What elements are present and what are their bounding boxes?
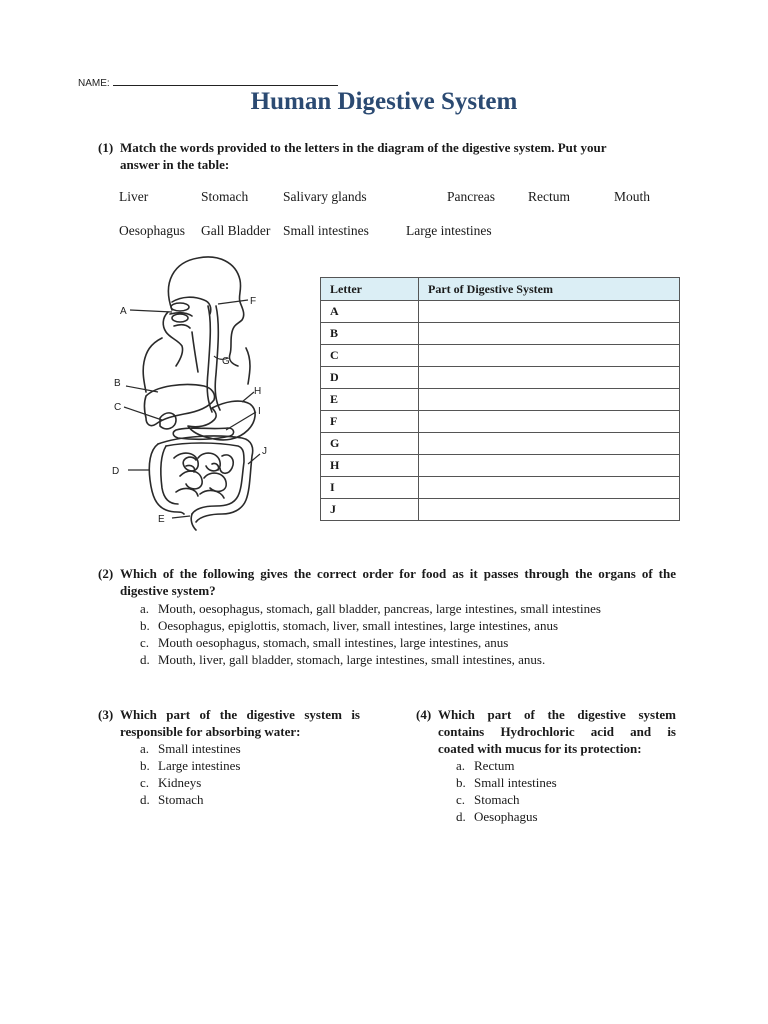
word-pancreas: Pancreas: [447, 189, 495, 204]
option-c[interactable]: c. Stomach: [456, 792, 520, 807]
question-text: contains Hydrochloric acid and is: [438, 724, 676, 739]
word-liver: Liver: [119, 189, 149, 204]
table-row: [321, 389, 680, 411]
answer-cell[interactable]: [419, 455, 680, 477]
diagram-label-h: H: [254, 386, 262, 397]
option-list: [98, 600, 676, 668]
word-stomach: Stomach: [201, 189, 249, 204]
question-number: (2): [98, 566, 114, 581]
diagram-label-f: F: [250, 296, 257, 307]
diagram-label-g: G: [222, 356, 230, 367]
word-rectum: Rectum: [528, 189, 570, 204]
question-text: answer in the table:: [120, 157, 230, 172]
option-list: [98, 740, 360, 808]
row-letter: F: [321, 411, 419, 433]
diagram-label-d: D: [112, 466, 120, 477]
row-letter: J: [321, 499, 419, 521]
answer-cell[interactable]: [419, 499, 680, 521]
table-row: [321, 345, 680, 367]
question-3: [98, 706, 360, 808]
question-text: coated with mucus for its protection:: [438, 741, 642, 756]
word-small-intestines: Small intestines: [283, 223, 369, 238]
option-d[interactable]: d. Oesophagus: [456, 809, 538, 824]
answer-cell[interactable]: [419, 345, 680, 367]
question-text: Which part of the digestive system: [438, 707, 676, 722]
question-number: (1): [98, 140, 114, 155]
name-line[interactable]: [113, 76, 338, 86]
option-d[interactable]: d. Stomach: [140, 792, 204, 807]
option-a[interactable]: a. Small intestines: [140, 741, 241, 756]
answer-cell[interactable]: [419, 411, 680, 433]
digestive-system-diagram: [100, 252, 305, 532]
table-row: [321, 433, 680, 455]
diagram-label-c: C: [114, 402, 122, 413]
answer-cell[interactable]: [419, 389, 680, 411]
question-1: [98, 139, 676, 173]
page-title: Human Digestive System: [250, 88, 518, 115]
option-c[interactable]: c. Mouth oesophagus, stomach, small intestines, large intestines, anus: [140, 635, 509, 650]
table-row: [321, 455, 680, 477]
question-4: [416, 706, 676, 825]
table-row: [321, 499, 680, 521]
word-salivary-glands: Salivary glands: [283, 189, 367, 204]
question-text: Which of the following gives the correct order for food as it passes through the organs of the: [120, 566, 676, 581]
diagram-label-j: J: [262, 446, 267, 457]
row-letter: G: [321, 433, 419, 455]
question-text: Which part of the digestive system is: [120, 707, 360, 722]
table-row: [321, 323, 680, 345]
answer-cell[interactable]: [419, 433, 680, 455]
table-row: [321, 367, 680, 389]
row-letter: I: [321, 477, 419, 499]
option-b[interactable]: b. Large intestines: [140, 758, 241, 773]
row-letter: E: [321, 389, 419, 411]
word-gall-bladder: Gall Bladder: [201, 223, 271, 238]
row-letter: B: [321, 323, 419, 345]
diagram-label-i: I: [258, 406, 261, 417]
question-text: responsible for absorbing water:: [120, 724, 301, 739]
option-c[interactable]: c. Kidneys: [140, 775, 202, 790]
question-number: (4): [416, 707, 432, 722]
option-a[interactable]: a. Rectum: [456, 758, 515, 773]
answer-cell[interactable]: [419, 323, 680, 345]
diagram-label-b: B: [114, 378, 121, 389]
diagram-label-a: A: [120, 306, 127, 317]
table-row: [321, 477, 680, 499]
table-header-row: [321, 278, 680, 301]
option-d[interactable]: d. Mouth, liver, gall bladder, stomach, large intestines, small intestines, anus.: [140, 652, 546, 667]
name-label: NAME:: [78, 78, 110, 89]
question-number: (3): [98, 707, 114, 722]
question-text: Match the words provided to the letters in the diagram of the digestive system. Put your: [120, 140, 607, 155]
row-letter: C: [321, 345, 419, 367]
question-text: digestive system?: [120, 583, 216, 598]
diagram-label-e: E: [158, 514, 165, 525]
row-letter: H: [321, 455, 419, 477]
column-header-part: Part of Digestive System: [419, 278, 680, 301]
table-row: [321, 411, 680, 433]
answer-cell[interactable]: [419, 477, 680, 499]
answer-table: [320, 277, 680, 521]
option-list: [416, 757, 676, 825]
answer-cell[interactable]: [419, 301, 680, 323]
row-letter: A: [321, 301, 419, 323]
table-row: [321, 301, 680, 323]
row-letter: D: [321, 367, 419, 389]
option-b[interactable]: b. Oesophagus, epiglottis, stomach, liver, small intestines, large intestines, anus: [140, 618, 559, 633]
column-header-letter: Letter: [321, 278, 419, 301]
word-oesophagus: Oesophagus: [119, 223, 185, 238]
question-2: [98, 565, 676, 668]
option-b[interactable]: b. Small intestines: [456, 775, 557, 790]
word-large-intestines: Large intestines: [406, 223, 492, 238]
answer-cell[interactable]: [419, 367, 680, 389]
option-a[interactable]: a. Mouth, oesophagus, stomach, gall bladder, pancreas, large intestines, small intestines: [140, 601, 601, 616]
word-mouth: Mouth: [614, 189, 651, 204]
